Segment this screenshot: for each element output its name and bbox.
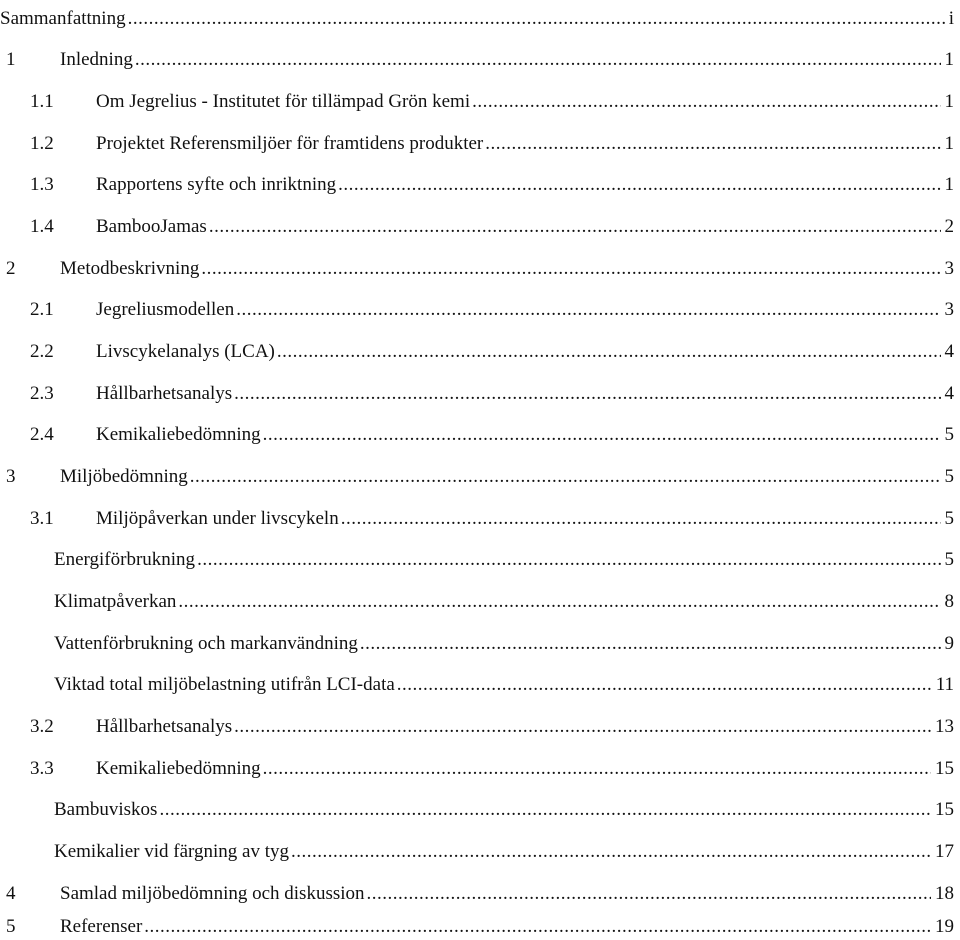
- toc-entry-kemikalier-fargning[interactable]: [0, 833, 960, 863]
- toc-entry-title: Kemikalier vid färgning av tyg: [54, 841, 289, 862]
- toc-entry-hallbarhetsanalys-2[interactable]: [0, 708, 960, 738]
- toc-dot-leader: [159, 799, 931, 821]
- toc-entry-number: 3.1: [30, 508, 54, 529]
- toc-dot-leader: [360, 633, 941, 655]
- toc-entry-number: 2: [6, 258, 16, 279]
- toc-dot-leader: [135, 49, 941, 71]
- toc-entry-page: 15: [935, 799, 954, 820]
- toc-entry-energiforbrukning[interactable]: [0, 541, 960, 571]
- toc-entry-title: Bambuviskos: [54, 799, 158, 820]
- toc-entry-title: Vattenförbrukning och markanvändning: [54, 633, 358, 654]
- toc-entry-samlad-miljobedomning[interactable]: [0, 875, 960, 905]
- toc-entry-jegreliusmodellen[interactable]: [0, 291, 960, 321]
- toc-entry-miljobedomning[interactable]: [0, 458, 960, 488]
- toc-entry-page: 15: [935, 758, 954, 779]
- toc-dot-leader: [236, 299, 940, 321]
- toc-entry-kemikaliebedomning[interactable]: [0, 416, 960, 446]
- toc-entry-page: 4: [944, 383, 954, 404]
- toc-entry-page: 8: [944, 591, 954, 612]
- toc-entry-page: 3: [944, 258, 954, 279]
- toc-dot-leader: [144, 916, 931, 938]
- toc-entry-title: Miljöpåverkan under livscykeln: [96, 508, 339, 529]
- toc-entry-title: Jegreliusmodellen: [96, 299, 235, 320]
- toc-entry-title: Rapportens syfte och inriktning: [96, 174, 337, 195]
- toc-entry-number: 1: [6, 49, 16, 70]
- toc-entry-kemikaliebedomning-2[interactable]: [0, 750, 960, 780]
- toc-entry-number: 2.2: [30, 341, 54, 362]
- toc-entry-title: Projektet Referensmiljöer för framtidens produkter: [96, 133, 484, 154]
- toc-entry-projektet[interactable]: [0, 125, 960, 155]
- toc-entry-title: Kemikaliebedömning: [96, 424, 261, 445]
- toc-entry-number: 2.4: [30, 424, 54, 445]
- toc-entry-referenser[interactable]: [0, 908, 960, 938]
- toc-dot-leader: [209, 216, 941, 238]
- toc-dot-leader: [190, 466, 941, 488]
- toc-entry-om-jegrelius[interactable]: [0, 83, 960, 113]
- toc-entry-page: 18: [935, 883, 954, 904]
- toc-dot-leader: [367, 883, 931, 905]
- toc-dot-leader: [485, 133, 940, 155]
- toc-entry-title: Sammanfattning: [0, 8, 126, 29]
- toc-entry-title: Hållbarhetsanalys: [96, 716, 233, 737]
- toc-entry-rapportens-syfte[interactable]: [0, 166, 960, 196]
- toc-entry-page: 1: [944, 49, 954, 70]
- toc-entry-page: 2: [944, 216, 954, 237]
- toc-entry-title: Klimatpåverkan: [54, 591, 177, 612]
- toc-entry-page: 1: [944, 91, 954, 112]
- toc-entry-title: Metodbeskrivning: [60, 258, 200, 279]
- toc-entry-page: 5: [944, 466, 954, 487]
- toc-dot-leader: [201, 258, 940, 280]
- toc-entry-livscykelanalys[interactable]: [0, 333, 960, 363]
- toc-dot-leader: [234, 383, 940, 405]
- toc-dot-leader: [338, 174, 940, 196]
- toc-entry-page: i: [948, 8, 954, 29]
- toc-entry-title: Kemikaliebedömning: [96, 758, 261, 779]
- toc-entry-title: Hållbarhetsanalys: [96, 383, 233, 404]
- toc-dot-leader: [291, 841, 931, 863]
- toc-dot-leader: [128, 8, 945, 30]
- toc-entry-bambuviskos[interactable]: [0, 791, 960, 821]
- toc-entry-hallbarhetsanalys[interactable]: [0, 375, 960, 405]
- toc-entry-page: 9: [944, 633, 954, 654]
- toc-entry-number: 2.1: [30, 299, 54, 320]
- toc-dot-leader: [234, 716, 931, 738]
- toc-entry-title: Energiförbrukning: [54, 549, 196, 570]
- toc-entry-viktad-total[interactable]: [0, 666, 960, 696]
- toc-dot-leader: [397, 674, 932, 696]
- toc-entry-page: 11: [935, 674, 954, 695]
- toc-dot-leader: [263, 424, 941, 446]
- toc-entry-title: Referenser: [60, 916, 143, 937]
- toc-entry-page: 1: [944, 174, 954, 195]
- toc-entry-bamboojamas[interactable]: [0, 208, 960, 238]
- toc-entry-inledning[interactable]: [0, 41, 960, 71]
- toc-entry-klimatpaverkan[interactable]: [0, 583, 960, 613]
- toc-entry-page: 5: [944, 508, 954, 529]
- toc-entry-number: 1.4: [30, 216, 54, 237]
- toc-entry-page: 5: [944, 424, 954, 445]
- toc-entry-page: 17: [935, 841, 954, 862]
- toc-entry-page: 1: [944, 133, 954, 154]
- toc-entry-title: BambooJamas: [96, 216, 207, 237]
- toc-entry-number: 1.1: [30, 91, 54, 112]
- toc-entry-title: Miljöbedömning: [60, 466, 188, 487]
- toc-entry-title: Viktad total miljöbelastning utifrån LCI-data: [54, 674, 395, 695]
- toc-entry-vattenforbrukning[interactable]: [0, 625, 960, 655]
- toc-entry-page: 5: [944, 549, 954, 570]
- toc-entry-page: 3: [944, 299, 954, 320]
- toc-dot-leader: [341, 508, 941, 530]
- toc-entry-number: 3.2: [30, 716, 54, 737]
- toc-entry-sammanfattning[interactable]: [0, 0, 960, 30]
- toc-entry-title: Om Jegrelius - Institutet för tillämpad Grön kemi: [96, 91, 471, 112]
- toc-entry-number: 1.3: [30, 174, 54, 195]
- toc-dot-leader: [277, 341, 941, 363]
- toc-entry-number: 4: [6, 883, 16, 904]
- toc-entry-page: 13: [935, 716, 954, 737]
- toc-entry-metodbeskrivning[interactable]: [0, 250, 960, 280]
- toc-entry-title: Inledning: [60, 49, 133, 70]
- toc-entry-number: 2.3: [30, 383, 54, 404]
- toc-entry-miljopaverkan[interactable]: [0, 500, 960, 530]
- toc-entry-number: 1.2: [30, 133, 54, 154]
- toc-entry-number: 3: [6, 466, 16, 487]
- toc-entry-page: 19: [935, 916, 954, 937]
- toc-dot-leader: [472, 91, 940, 113]
- toc-entry-title: Livscykelanalys (LCA): [96, 341, 275, 362]
- toc-entry-page: 4: [944, 341, 954, 362]
- toc-entry-number: 5: [6, 916, 16, 937]
- toc-entry-title: Samlad miljöbedömning och diskussion: [60, 883, 365, 904]
- toc-entry-number: 3.3: [30, 758, 54, 779]
- toc-dot-leader: [263, 758, 931, 780]
- toc-dot-leader: [178, 591, 940, 613]
- toc-dot-leader: [197, 549, 940, 571]
